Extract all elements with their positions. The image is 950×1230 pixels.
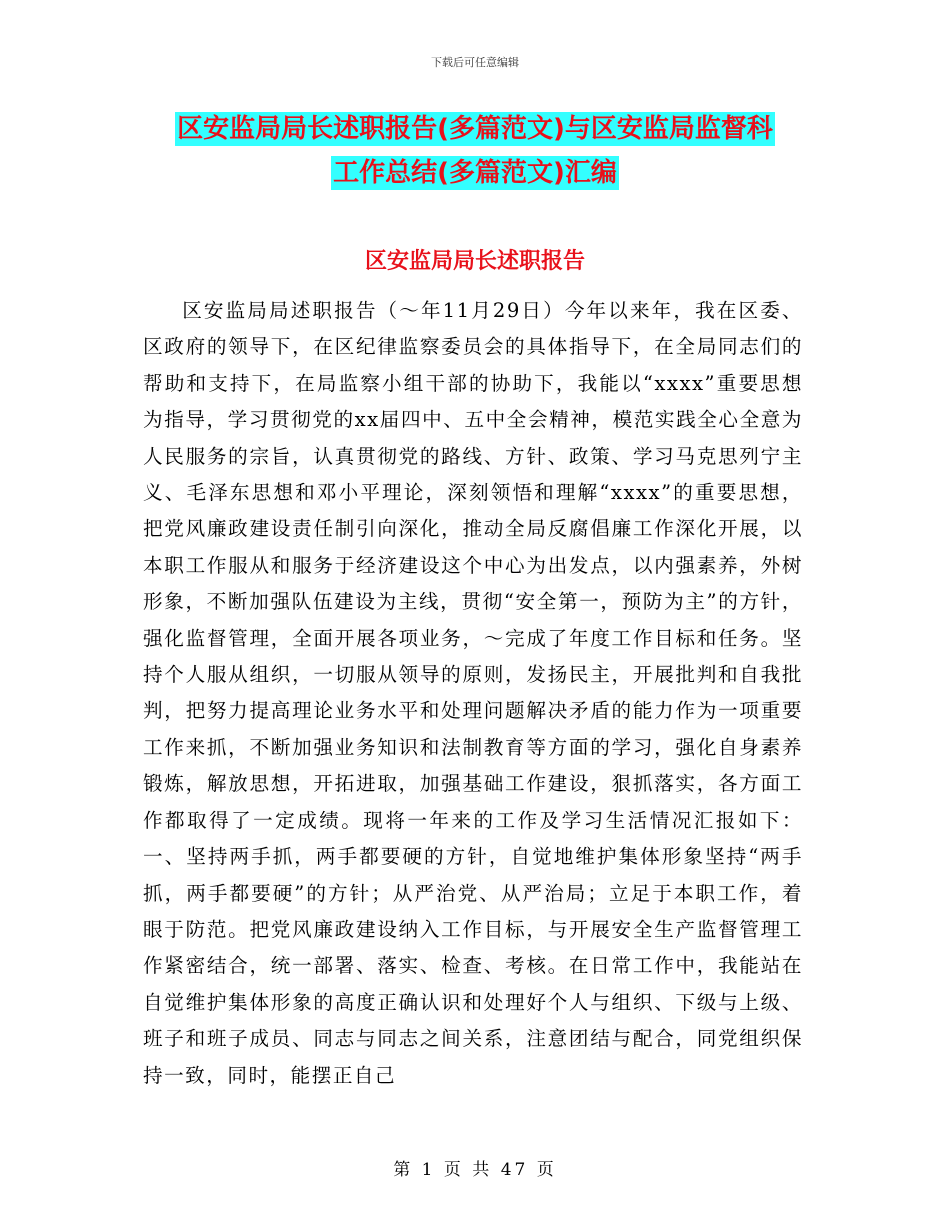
- document-title-line-2: [0, 156, 950, 190]
- section-heading: 区安监局局长述职报告: [364, 249, 585, 274]
- document-title-line-1-text: 区安监局局长述职报告(多篇范文)与区安监局监督科: [177, 114, 773, 144]
- document-title-line-1: [0, 112, 950, 146]
- page-number-footer: 第 1 页 共 47 页: [393, 1160, 557, 1180]
- body-paragraph: 区安监局局述职报告（～年11月29日）今年以来年，我在区委、区政府的领导下，在区纪律监察委员会的具体指导下，在全局同志们的帮助和支持下，在局监察小组干部的协助下，我能以“xxxx”重要思想为指导，学习贯彻党的xx届四中、五中全会精神，模范实践全心全意为人民服务的宗旨，认真贯彻党的路线、方针、政策、学习马克思列宁主义、毛泽东思想和邓小平理论，深刻领悟和理解“xxxx”的重要思想，把党风廉政建设责任制引向深化，推动全局反腐倡廉工作深化开展，以本职工作服从和服务于经济建设这个中心为出发点，以内强素养，外树形象，不断加强队伍建设为主线，贯彻“安全第一，预防为主”的方针，强化监督管理，全面开展各项业务，～完成了年度工作目标和任务。坚持个人服从组织，一切服从领导的原则，发扬民主，开展批判和自我批判，把努力提高理论业务水平和处理问题解决矛盾的能力作为一项重要工作来抓，不断加强业务知识和法制教育等方面的学习，强化自身素养锻炼，解放思想，开拓进取，加强基础工作建设，狠抓落实，各方面工作都取得了一定成绩。现将一年来的工作及学习生活情况汇报如下：一、坚持两手抓，两手都要硬的方针，自觉地维护集体形象坚持“两手抓，两手都要硬”的方针；从严治党、从严治局；立足于本职工作，着眼于防范。把党风廉政建设纳入工作目标，与开展安全生产监督管理工作紧密结合，统一部署、落实、检查、考核。在日常工作中，我能站在自觉维护集体形象的高度正确认识和处理好个人与组织、下级与上级、班子和班子成员、同志与同志之间关系，注意团结与配合，同党组织保持一致，同时，能摆正自己: [143, 299, 803, 1087]
- document-title-line-2-text: 工作总结(多篇范文)汇编: [333, 158, 617, 188]
- header-note: 下载后可任意编辑: [431, 56, 519, 69]
